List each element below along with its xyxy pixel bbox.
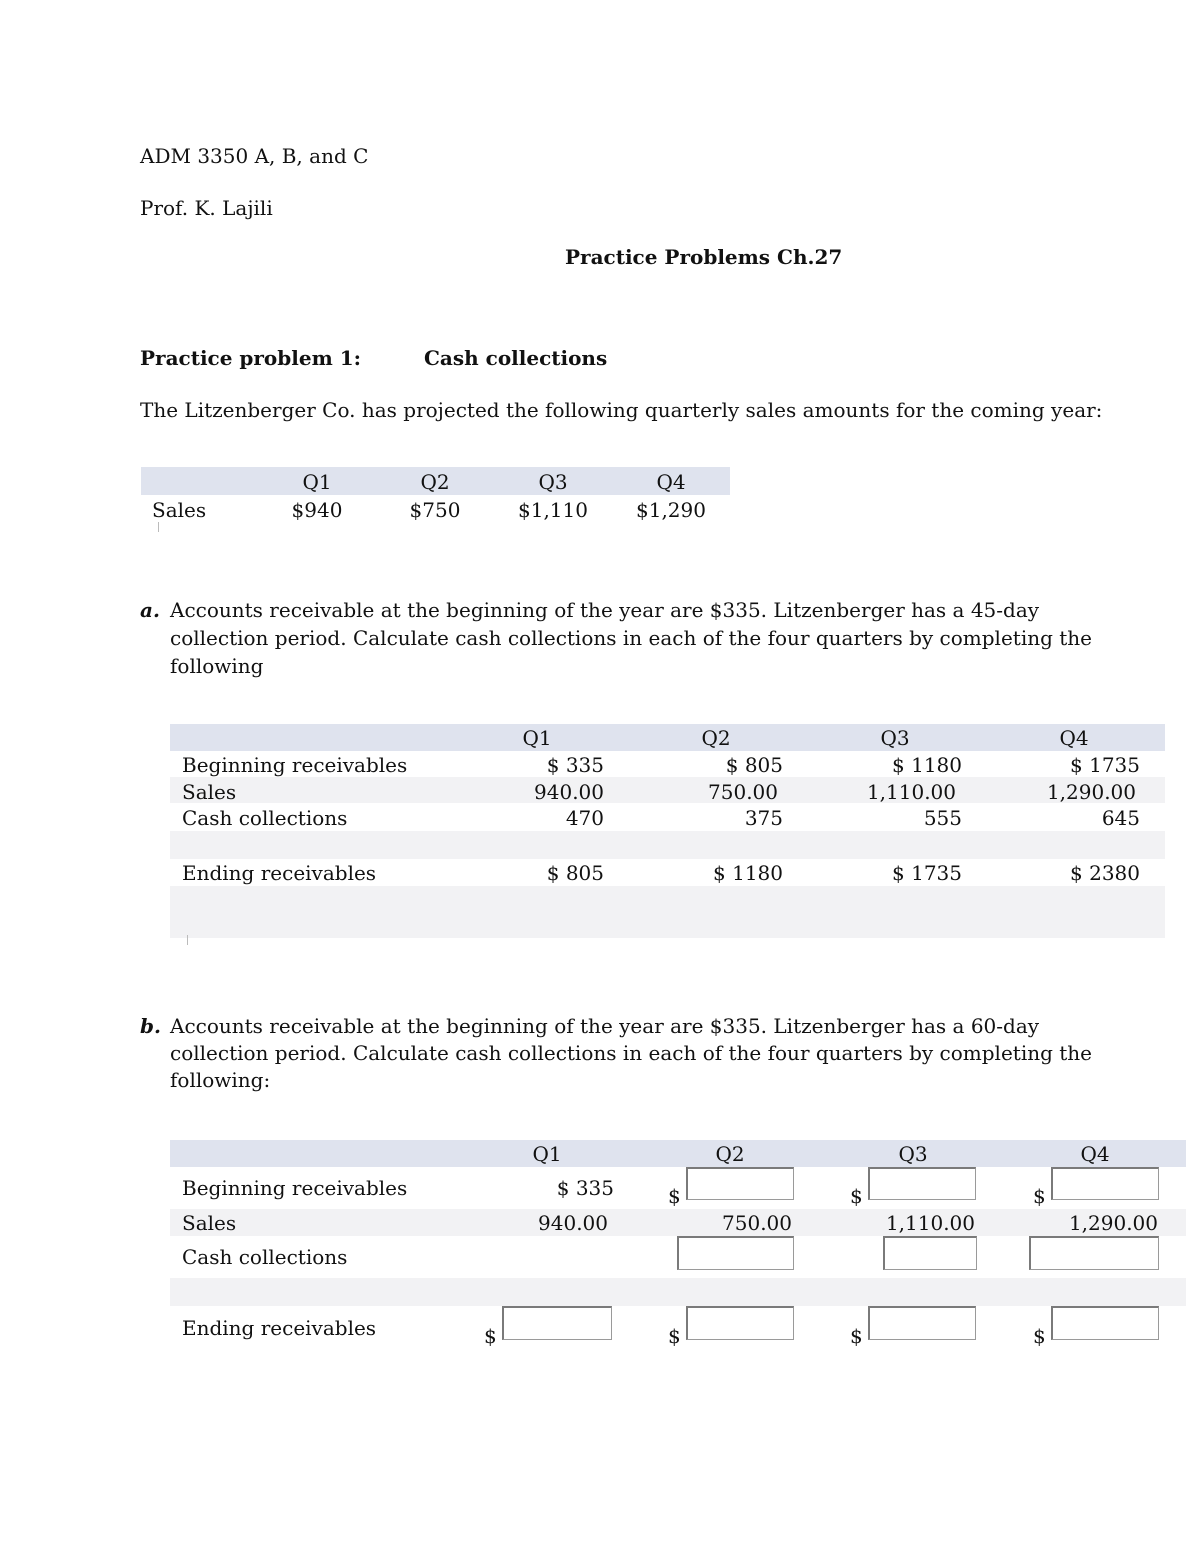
part-a-col-q3: Q3 (880, 726, 910, 750)
sales-row-marker (158, 522, 159, 532)
professor-name: Prof. K. Lajili (140, 196, 273, 220)
currency-sign: $ (850, 1324, 863, 1348)
sales-value-q3: $1,110 (518, 498, 588, 522)
part-b-beginning-q3-input[interactable] (868, 1167, 976, 1200)
part-b-beginning-q2-input[interactable] (686, 1167, 794, 1200)
part-b-ending-q2-input[interactable] (686, 1306, 794, 1340)
part-b-header-band (170, 1140, 1186, 1167)
part-b-col-q2: Q2 (715, 1142, 745, 1166)
course-code: ADM 3350 A, B, and C (140, 144, 369, 168)
sales-col-q4: Q4 (656, 470, 686, 494)
part-b-row-label: Cash collections (182, 1245, 348, 1269)
sales-value-q4: $1,290 (636, 498, 706, 522)
part-b-ending-q4-input[interactable] (1051, 1306, 1159, 1340)
part-a-stripe-3 (170, 886, 1165, 938)
part-b-collections-q4-input[interactable] (1029, 1236, 1159, 1270)
part-a-row-label: Beginning receivables (182, 753, 408, 777)
part-a-marker: a. (140, 598, 160, 622)
sales-col-q1: Q1 (302, 470, 332, 494)
problem-intro: The Litzenberger Co. has projected the following quarterly sales amounts for the coming year: (140, 398, 1103, 422)
part-a-cell: 940.00 (534, 780, 604, 804)
part-a-cell: $ 1735 (892, 861, 962, 885)
sales-col-q2: Q2 (420, 470, 450, 494)
part-b-line-1: Accounts receivable at the beginning of the year are $335. Litzenberger has a 60-day (170, 1014, 1040, 1038)
currency-sign: $ (484, 1324, 497, 1348)
part-b-stripe-2 (170, 1278, 1186, 1306)
part-a-cell: $ 1180 (713, 861, 783, 885)
part-a-cell: 1,110.00 (866, 780, 956, 804)
problem-label: Practice problem 1: (140, 346, 362, 370)
part-b-col-q1: Q1 (532, 1142, 562, 1166)
part-b-line-3: following: (170, 1068, 271, 1092)
part-b-sales-cell: 750.00 (722, 1211, 792, 1235)
part-b-row-label: Sales (182, 1211, 237, 1235)
part-a-cell: 750.00 (708, 780, 778, 804)
sales-value-q1: $940 (291, 498, 343, 522)
part-a-cell: $ 805 (725, 753, 783, 777)
sales-col-q3: Q3 (538, 470, 568, 494)
problem-topic: Cash collections (424, 346, 608, 370)
part-a-row-label: Cash collections (182, 806, 348, 830)
part-b-sales-cell: 1,290.00 (1068, 1211, 1158, 1235)
part-a-row-label: Ending receivables (182, 861, 377, 885)
currency-sign: $ (1033, 1324, 1046, 1348)
part-b-col-q4: Q4 (1080, 1142, 1110, 1166)
part-a-cell: 375 (744, 806, 783, 830)
part-a-cell: 470 (565, 806, 604, 830)
part-b-collections-q2-input[interactable] (677, 1236, 794, 1270)
part-a-row-label: Sales (182, 780, 237, 804)
currency-sign: $ (850, 1184, 863, 1208)
part-b-col-q3: Q3 (898, 1142, 928, 1166)
part-b-beginning-q4-input[interactable] (1051, 1167, 1159, 1200)
part-b-sales-cell: 1,110.00 (885, 1211, 975, 1235)
part-a-cell: $ 2380 (1070, 861, 1140, 885)
part-a-row-marker (187, 935, 188, 945)
part-b-sales-cell: 940.00 (538, 1211, 608, 1235)
part-a-cell: $ 805 (546, 861, 604, 885)
sales-row-label: Sales (152, 498, 207, 522)
part-b-marker: b. (140, 1014, 161, 1038)
part-b-row-label: Ending receivables (182, 1316, 377, 1340)
currency-sign: $ (1033, 1184, 1046, 1208)
part-b-beginning-q1: $ 335 (556, 1176, 614, 1200)
part-a-cell: 1,290.00 (1046, 780, 1136, 804)
part-b-collections-q3-input[interactable] (883, 1236, 977, 1270)
part-b-ending-q1-input[interactable] (502, 1306, 612, 1340)
part-a-stripe-2 (170, 831, 1165, 859)
part-a-col-q4: Q4 (1059, 726, 1089, 750)
part-a-line-1: Accounts receivable at the beginning of the year are $335. Litzenberger has a 45-day (170, 598, 1040, 622)
part-a-cell: 645 (1101, 806, 1140, 830)
part-b-line-2: collection period. Calculate cash collections in each of the four quarters by completing the (170, 1041, 1093, 1065)
sales-value-q2: $750 (409, 498, 461, 522)
part-b-ending-q3-input[interactable] (868, 1306, 976, 1340)
part-b-row-label: Beginning receivables (182, 1176, 408, 1200)
part-a-cell: $ 1180 (892, 753, 962, 777)
part-a-header-band (170, 724, 1165, 751)
currency-sign: $ (668, 1184, 681, 1208)
page-title: Practice Problems Ch.27 (565, 245, 843, 269)
part-a-col-q1: Q1 (522, 726, 552, 750)
part-a-cell: $ 1735 (1070, 753, 1140, 777)
part-a-cell: $ 335 (546, 753, 604, 777)
part-a-line-3: following (170, 654, 264, 678)
part-a-col-q2: Q2 (701, 726, 731, 750)
currency-sign: $ (668, 1324, 681, 1348)
part-a-line-2: collection period. Calculate cash collections in each of the four quarters by completing the (170, 626, 1093, 650)
part-a-cell: 555 (923, 806, 962, 830)
